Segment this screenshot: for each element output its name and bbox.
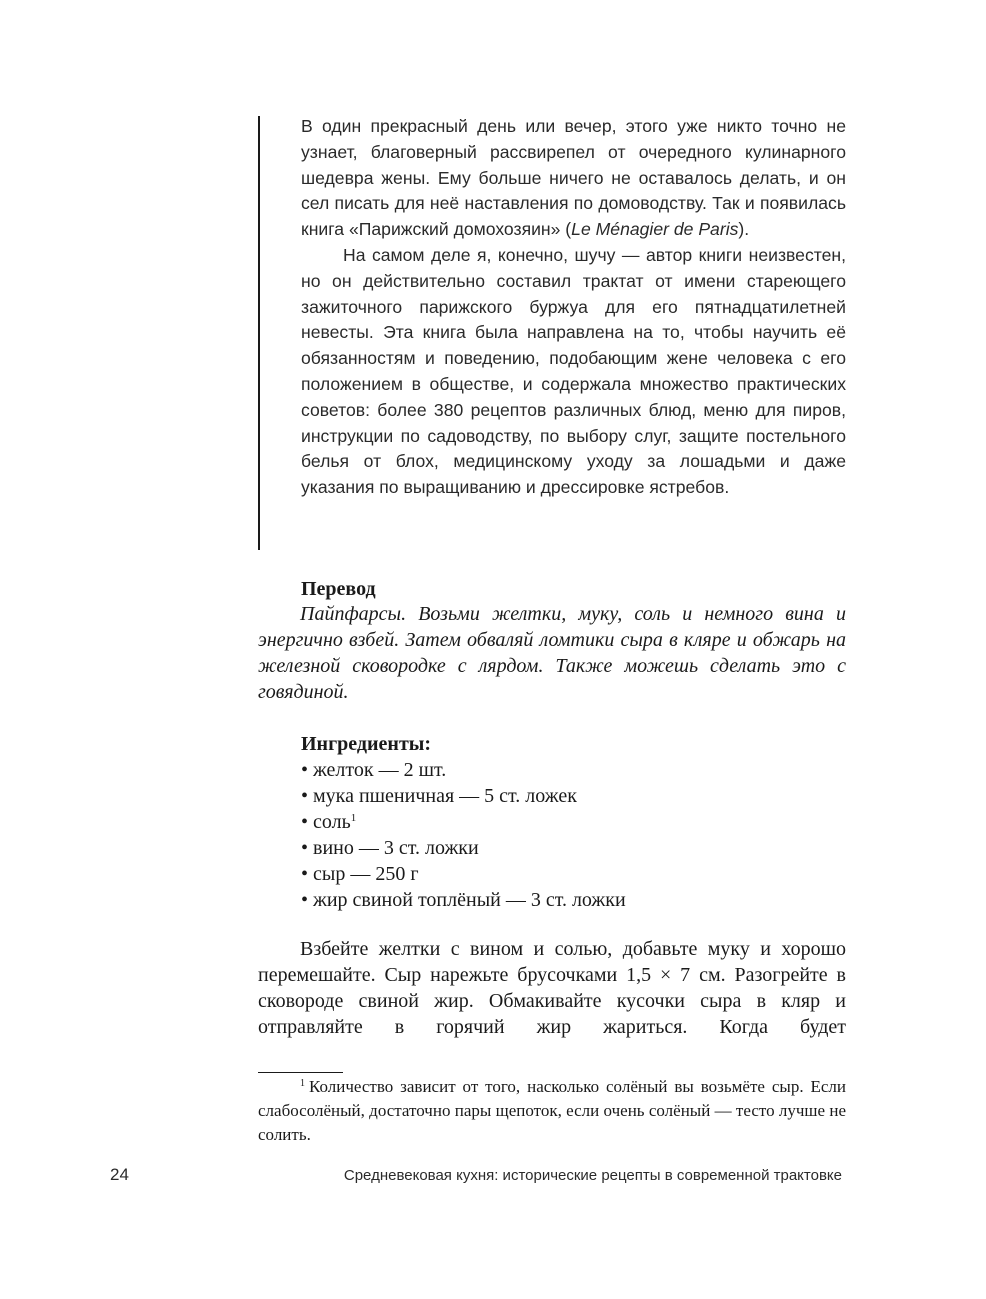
sidebar-rule [258,116,260,550]
ingredients-list [301,757,626,913]
instructions-text: Взбейте желтки с вином и солью, добавьте муку и хорошо перемешайте. Сыр нарежьте брусочками 1,5 × 7 см. Разогрейте в сковороде свиной жир. Обмакивайте кусочки сыра в кляр и отправляйте в горячий жир жариться. Когда будет [258,938,846,1038]
footnote-ref: 1 [350,812,357,824]
sidebar-text [301,114,846,501]
list-item: • сыр — 250 г [301,863,419,885]
ingredients-heading: Ингредиенты: [301,733,432,755]
footnote-rule [258,1072,343,1073]
list-item: • соль$^1$ [301,811,357,833]
footnote-text: Количество зависит от того, насколько солёный вы возьмёте сыр. Если слабосолёный, достаточно пары щепоток, если очень солёный — тесто лучше не солить. [258,1077,846,1144]
page-number: 24 [110,1165,129,1184]
list-item: • вино — 3 ст. ложки [301,837,479,859]
translation-text: Пайпфарсы. Возьми желтки, муку, соль и немного вина и энергично взбей. Затем обваляй ломтики сыра в кляре и обжарь на железной сковородке с лярдом. Также можешь сделать это с говядиной. [258,603,846,703]
running-title: Средневековая кухня: исторические рецепты в современной трактовке [343,1167,842,1184]
list-item: • жир свиной топлёный — 3 ст. ложки [301,889,626,911]
sidebar-block [258,114,846,550]
footnote [258,1075,846,1147]
list-item: • мука пшеничная — 5 ст. ложек [301,785,577,807]
sidebar-paragraph-2: На самом деле я, конечно, шучу — автор книги неизвестен, но он действительно составил трактат от имени стареющего зажиточного парижского буржуа для его пятнадцатилетней невесты. Эта книга была направлена на то, чтобы научить её обязанностям и поведению, подобающим жене человека с его положением в обществе, и содержала множество практических советов: более 380 рецептов различных блюд, меню для пиров, инструкции по садоводству, по выбору слуг, защите постельного белья от блох, медицинскому уходу за лошадьми и даже указания по выращиванию и дрессировке ястребов. [301,244,846,498]
sidebar-paragraph-1: В один прекрасный день или вечер, этого уже никто точно не узнает, благоверный рассвирепел от очередного кулинарного шедевра жены. Ему больше ничего не оставалось делать, и он сел писать для неё наставления по домоводству. Так и появилась книга «Парижский домохозяин» (Le Ménagier de Paris). [301,116,846,240]
book-title-original: Le Ménagier de Paris [571,219,739,240]
translation-heading: Перевод [301,578,376,600]
footnote-number: 1 [300,1078,305,1089]
list-item: • желток — 2 шт. [301,759,447,781]
